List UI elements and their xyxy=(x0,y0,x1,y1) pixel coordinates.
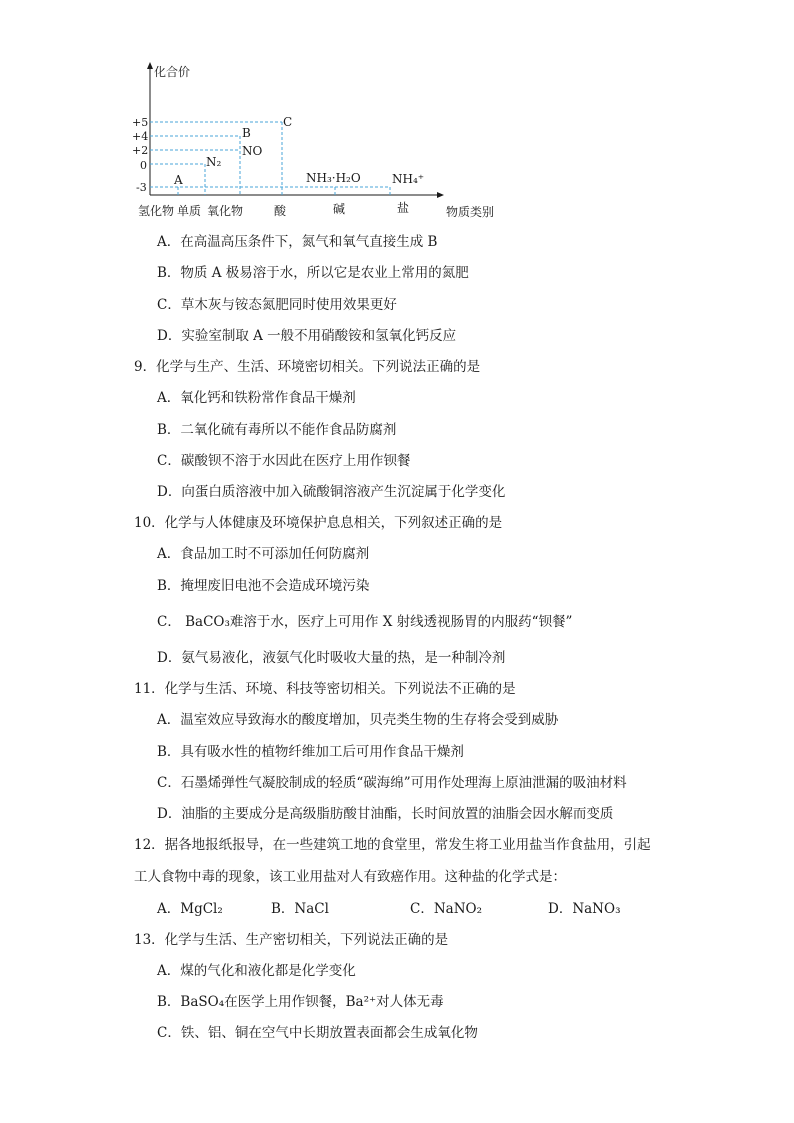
y-ticks xyxy=(132,116,148,194)
q12-option-a: A．MgCl₂ xyxy=(157,901,223,917)
q11-option-b: B．具有吸水性的植物纤维加工后可用作食品干燥剂 xyxy=(157,744,464,760)
q9-option-c: C．碳酸钡不溶于水因此在医疗上用作钡餐 xyxy=(157,453,411,469)
category-oxide: 氧化物 xyxy=(207,204,244,218)
point-NH3H2O: NH₃·H₂O xyxy=(306,171,361,185)
q10-option-d: D．氨气易液化，液氨气化时吸收大量的热，是一种制冷剂 xyxy=(157,650,506,666)
category-salt: 盐 xyxy=(397,201,410,215)
q11-stem: 11．化学与生活、环境、科技等密切相关。下列说法不正确的是 xyxy=(134,681,516,697)
category-base: 碱 xyxy=(333,202,346,216)
q10-option-a: A．食品加工时不可添加任何防腐剂 xyxy=(157,546,370,562)
category-hydride: 氢化物 xyxy=(138,204,175,218)
point-NH4: NH₄⁺ xyxy=(392,172,425,186)
category-element: 单质 xyxy=(177,204,202,218)
q10-stem: 10．化学与人体健康及环境保护息息相关，下列叙述正确的是 xyxy=(134,515,503,531)
y-axis-arrow xyxy=(147,62,153,69)
x-categories xyxy=(138,200,409,218)
point-C: C xyxy=(283,115,293,129)
point-N2: N₂ xyxy=(206,155,222,169)
q13-option-b: B．BaSO₄在医学上用作钡餐，Ba²⁺对人体无毒 xyxy=(157,994,444,1010)
y-tick-zero: 0 xyxy=(140,159,147,172)
q13-stem: 13．化学与生活、生产密切相关，下列说法正确的是 xyxy=(134,932,449,948)
point-A: A xyxy=(174,173,183,187)
q8-option-b: B．物质 A 极易溶于水，所以它是农业上常用的氮肥 xyxy=(157,265,469,281)
q13-option-c: C．铁、铝、铜在空气中长期放置表面都会生成氧化物 xyxy=(157,1025,478,1041)
point-NO: NO xyxy=(242,144,263,158)
point-B: B xyxy=(242,126,251,140)
q12-option-b: B．NaCl xyxy=(271,901,329,917)
q11-option-c: C．石墨烯弹性气凝胶制成的轻质“碳海绵”可用作处理海上原油泄漏的吸油材料 xyxy=(157,775,627,791)
y-axis-label: 化合价 xyxy=(154,65,191,79)
q8-option-d: D．实验室制取 A 一般不用硝酸铵和氢氧化钙反应 xyxy=(157,328,457,344)
q11-option-d: D．油脂的主要成分是高级脂肪酸甘油酯，长时间放置的油脂会因水解而变质 xyxy=(157,806,614,822)
q10-option-c: C． BaCO₃难溶于水，医疗上可用作 X 射线透视肠胃的内服药“钡餐” xyxy=(157,614,573,630)
q8-option-a: A．在高温高压条件下，氮气和氧气直接生成 B xyxy=(157,234,438,250)
q12-option-d: D．NaNO₃ xyxy=(548,901,621,917)
q9-option-b: B．二氧化硫有毒所以不能作食品防腐剂 xyxy=(157,422,397,438)
q13-option-a: A．煤的气化和液化都是化学变化 xyxy=(157,963,356,979)
x-axis-arrow xyxy=(437,192,444,198)
q9-stem: 9．化学与生产、生活、环境密切相关。下列说法正确的是 xyxy=(134,359,481,375)
category-acid: 酸 xyxy=(274,204,287,218)
q12-stem-line1: 12．据各地报纸报导，在一些建筑工地的食堂里，常发生将工业用盐当作食盐用，引起 xyxy=(134,837,651,853)
y-tick-plus4: +4 xyxy=(132,130,149,143)
valence-category-diagram xyxy=(130,60,510,225)
q11-option-a: A．温室效应导致海水的酸度增加，贝壳类生物的生存将会受到威胁 xyxy=(157,712,559,728)
y-tick-plus5: +5 xyxy=(132,116,149,129)
x-axis-label: 物质类别 xyxy=(446,205,495,219)
q9-option-d: D．向蛋白质溶液中加入硫酸铜溶液产生沉淀属于化学变化 xyxy=(157,484,506,500)
q9-option-a: A．氧化钙和铁粉常作食品干燥剂 xyxy=(157,390,356,406)
y-tick-plus2: +2 xyxy=(132,144,149,157)
q8-option-c: C．草木灰与铵态氮肥同时使用效果更好 xyxy=(157,297,397,313)
q12-stem-line2: 工人食物中毒的现象，该工业用盐对人有致癌作用。这种盐的化学式是： xyxy=(134,869,566,885)
y-tick-minus3: -3 xyxy=(136,181,147,194)
q10-option-b: B．掩埋废旧电池不会造成环境污染 xyxy=(157,578,370,594)
q12-option-c: C．NaNO₂ xyxy=(410,901,482,917)
